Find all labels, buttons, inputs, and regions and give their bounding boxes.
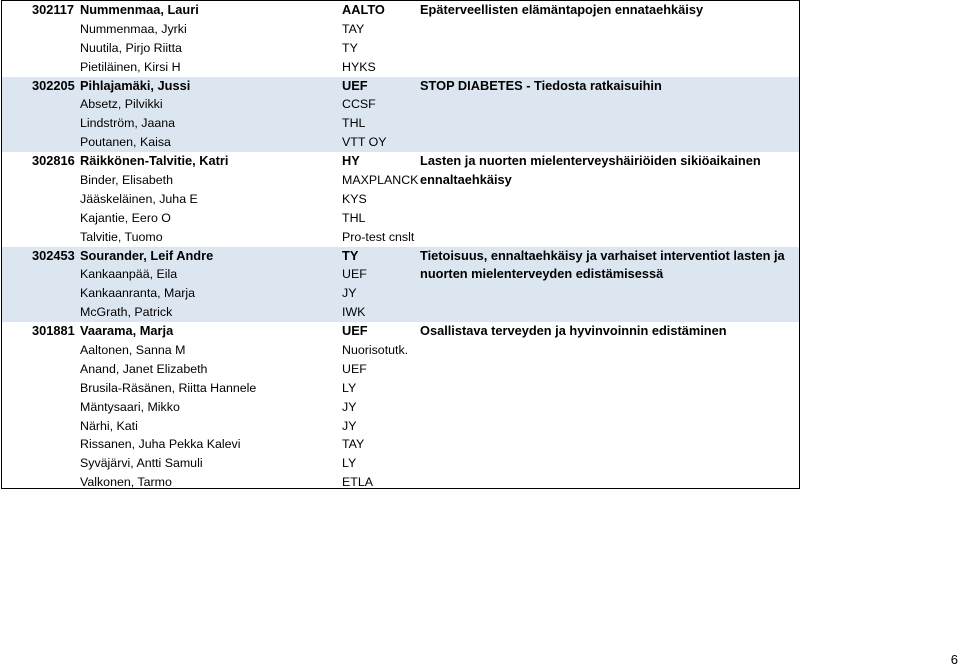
member-organization: Nuorisotutk.: [342, 343, 409, 358]
project-title: nuorten mielenterveyden edistämisessä: [420, 266, 664, 282]
project-title: Lasten ja nuorten mielenterveyshäiriöiden sikiöaikainen: [420, 153, 761, 169]
member-organization: TY: [342, 40, 358, 55]
member-row: [2, 417, 799, 436]
member-organization: LY: [342, 456, 357, 471]
member-row: [2, 265, 799, 284]
member-row: [2, 20, 799, 39]
member-name: Anand, Janet Elizabeth: [80, 361, 208, 376]
project-title: ennaltaehkäisy: [420, 172, 512, 188]
member-name: Aaltonen, Sanna M: [80, 343, 186, 358]
member-organization: THL: [342, 116, 366, 131]
member-name: Närhi, Kati: [80, 418, 138, 433]
member-row: [2, 454, 799, 473]
member-name: Nuutila, Pirjo Riitta: [80, 40, 182, 55]
member-organization: VTT OY: [342, 135, 387, 150]
member-name: Sourander, Leif Andre: [80, 247, 214, 263]
member-organization: THL: [342, 210, 366, 225]
member-row: [2, 435, 799, 454]
member-row: [2, 190, 799, 209]
member-name: Rissanen, Juha Pekka Kalevi: [80, 437, 241, 452]
member-name: Brusila-Räsänen, Riitta Hannele: [80, 380, 257, 395]
lead-row: [2, 152, 799, 171]
member-name: Kankaanranta, Marja: [80, 286, 196, 301]
project-id: 301881: [32, 323, 75, 339]
member-name: Absetz, Pilvikki: [80, 97, 163, 112]
member-row: [2, 360, 799, 379]
member-organization: HY: [342, 153, 360, 169]
member-row: [2, 133, 799, 152]
member-organization: Pro-test cnslt: [342, 229, 415, 244]
member-name: Valkonen, Tarmo: [80, 475, 172, 490]
member-row: [2, 473, 799, 492]
member-organization: IWK: [342, 305, 366, 320]
project-title: Epäterveellisten elämäntapojen ennataehkäisy: [420, 2, 704, 17]
member-name: Syväjärvi, Antti Samuli: [80, 456, 203, 471]
lead-row: [2, 77, 799, 96]
project-group: [2, 247, 799, 323]
project-title: STOP DIABETES - Tiedosta ratkaisuihin: [420, 77, 662, 93]
member-name: Poutanen, Kaisa: [80, 135, 171, 150]
member-name: Binder, Elisabeth: [80, 173, 173, 188]
member-name: Talvitie, Tuomo: [80, 229, 163, 244]
project-title: Osallistava terveyden ja hyvinvoinnin edistäminen: [420, 323, 727, 339]
project-group: [2, 152, 799, 246]
member-name: Nummenmaa, Jyrki: [80, 21, 187, 36]
member-organization: ETLA: [342, 475, 373, 490]
member-row: [2, 398, 799, 417]
member-name: Mäntysaari, Mikko: [80, 399, 180, 414]
project-id: 302453: [32, 247, 75, 263]
member-name: Lindström, Jaana: [80, 116, 176, 131]
member-organization: KYS: [342, 191, 367, 206]
project-id: 302117: [32, 2, 74, 17]
member-organization: UEF: [342, 77, 368, 93]
member-name: Vaarama, Marja: [80, 323, 174, 339]
member-organization: MAXPLANCK: [342, 173, 419, 188]
lead-row: [2, 322, 799, 341]
project-table: [1, 0, 800, 489]
project-id: 302205: [32, 77, 75, 93]
member-organization: JY: [342, 286, 357, 301]
member-row: [2, 171, 799, 190]
member-organization: LY: [342, 380, 357, 395]
project-title: Tietoisuus, ennaltaehkäisy ja varhaiset interventiot lasten ja: [420, 247, 785, 263]
member-row: [2, 114, 799, 133]
page-number: 6: [950, 652, 958, 667]
member-organization: TY: [342, 247, 359, 263]
member-organization: UEF: [342, 323, 368, 339]
lead-row: [2, 247, 799, 266]
member-organization: UEF: [342, 267, 367, 282]
member-name: Kankaanpää, Eila: [80, 267, 178, 282]
project-group: [2, 77, 799, 153]
member-row: [2, 228, 799, 247]
member-row: [2, 284, 799, 303]
member-name: Kajantie, Eero O: [80, 210, 171, 225]
member-row: [2, 303, 799, 322]
member-organization: TAY: [342, 437, 365, 452]
lead-row: [2, 1, 799, 20]
project-id: 302816: [32, 153, 75, 169]
member-organization: UEF: [342, 361, 367, 376]
member-name: Pietiläinen, Kirsi H: [80, 59, 181, 74]
member-row: [2, 379, 799, 398]
member-name: Pihlajamäki, Jussi: [80, 77, 191, 93]
project-group: [2, 1, 799, 77]
member-name: Räikkönen-Talvitie, Katri: [80, 153, 229, 169]
member-row: [2, 95, 799, 114]
member-row: [2, 39, 799, 58]
member-organization: HYKS: [342, 59, 376, 74]
member-organization: CCSF: [342, 97, 376, 112]
member-organization: AALTO: [342, 2, 385, 17]
project-group: [2, 322, 799, 492]
member-row: [2, 58, 799, 77]
member-name: McGrath, Patrick: [80, 305, 173, 320]
member-organization: TAY: [342, 21, 365, 36]
member-organization: JY: [342, 418, 357, 433]
member-organization: JY: [342, 399, 357, 414]
member-name: Nummenmaa, Lauri: [80, 2, 199, 17]
member-name: Jääskeläinen, Juha E: [80, 191, 198, 206]
member-row: [2, 209, 799, 228]
member-row: [2, 341, 799, 360]
